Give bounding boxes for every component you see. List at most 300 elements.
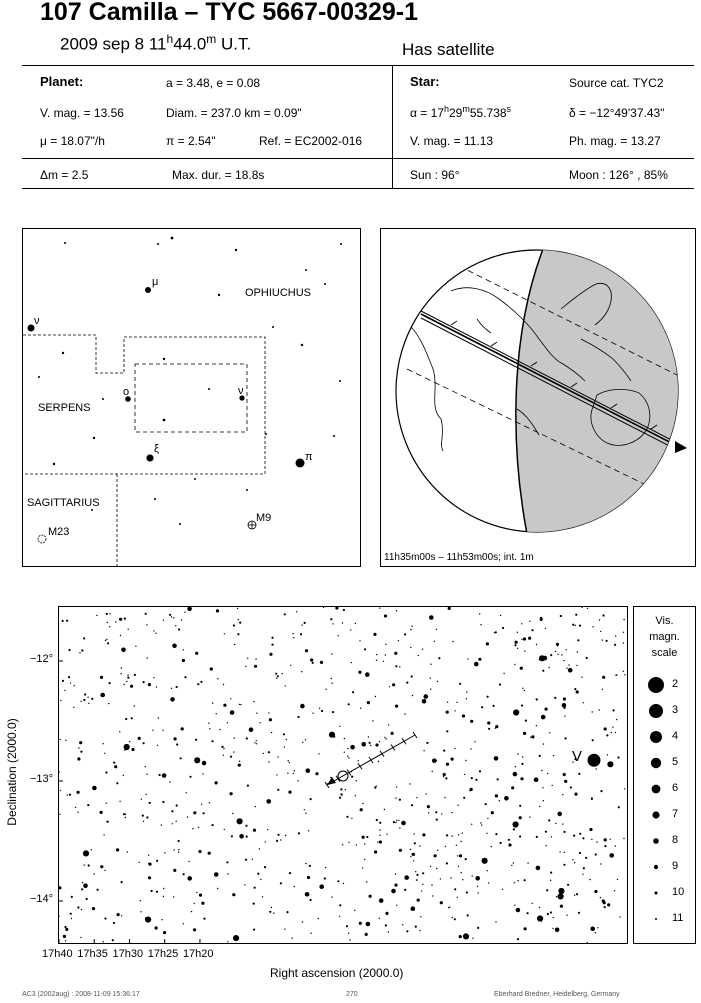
background-star: [212, 702, 213, 703]
background-star: [404, 875, 409, 880]
background-star: [176, 821, 177, 822]
background-star: [146, 624, 147, 625]
background-star: [417, 899, 420, 902]
background-star: [517, 648, 518, 649]
background-star: [125, 814, 126, 815]
legend-mag-label: 11: [672, 912, 684, 924]
background-star: [290, 665, 291, 666]
background-star: [519, 805, 521, 807]
m9-symbol: [248, 521, 256, 529]
x-tick-label: 17h30: [112, 948, 144, 960]
legend-dot: [650, 731, 662, 743]
background-star: [271, 907, 272, 908]
background-star: [391, 889, 396, 894]
background-star: [171, 688, 172, 689]
planet-diameter: Diam. = 237.0 km = 0.09": [166, 106, 302, 120]
background-star: [107, 821, 109, 823]
background-star: [457, 855, 458, 856]
background-star: [441, 813, 442, 814]
background-star: [356, 844, 357, 845]
background-star: [193, 811, 196, 814]
globe-caption: 11h35m00s – 11h53m00s; int. 1m: [384, 552, 534, 563]
background-star: [59, 772, 60, 773]
background-star: [412, 853, 415, 856]
background-star: [254, 665, 257, 668]
background-star: [276, 678, 277, 679]
background-star: [188, 861, 189, 862]
background-star: [124, 744, 130, 750]
background-star: [224, 633, 225, 634]
background-star: [67, 794, 68, 795]
x-tick-label: 17h40: [42, 948, 73, 960]
label-m9: M9: [256, 512, 272, 524]
table-divider: [392, 65, 393, 188]
background-star: [284, 746, 285, 747]
background-star: [522, 756, 523, 757]
background-star: [141, 799, 142, 800]
background-star: [549, 732, 550, 733]
background-star: [415, 871, 416, 872]
background-star: [163, 896, 164, 897]
background-star: [410, 849, 411, 850]
x-tick-label: 17h20: [182, 948, 214, 960]
background-star: [602, 639, 603, 640]
background-star: [183, 649, 184, 650]
background-star: [224, 829, 225, 830]
background-star: [557, 645, 558, 646]
background-star: [386, 834, 387, 835]
background-star: [81, 888, 83, 890]
background-star: [92, 907, 95, 910]
background-star: [147, 657, 148, 658]
background-star: [259, 848, 260, 849]
background-star: [521, 704, 523, 706]
background-star: [517, 938, 519, 940]
table-bottom-rule: [22, 188, 694, 189]
background-star: [106, 803, 107, 804]
background-star: [104, 753, 105, 754]
background-star: [438, 657, 440, 659]
background-star: [59, 739, 60, 740]
background-star: [410, 647, 411, 648]
background-star: [396, 820, 397, 821]
planet-reference: Ref. = EC2002-016: [259, 134, 363, 148]
background-star: [88, 864, 90, 866]
background-star: [246, 737, 248, 739]
globe-panel: [380, 228, 696, 567]
background-star: [338, 635, 339, 636]
background-star: [485, 803, 487, 805]
legend-dot: [652, 811, 659, 818]
background-star: [94, 873, 95, 874]
background-star: [104, 917, 106, 919]
background-star: [612, 727, 613, 728]
background-star: [539, 659, 540, 660]
background-star: [471, 777, 473, 779]
background-star: [163, 620, 164, 621]
background-star: [513, 709, 519, 715]
background-star: [516, 908, 521, 913]
background-star: [203, 812, 204, 813]
background-star: [568, 664, 569, 665]
background-star: [330, 618, 332, 620]
background-star: [280, 839, 281, 840]
background-star: [121, 915, 122, 916]
background-star: [60, 790, 61, 791]
background-star: [64, 926, 66, 928]
background-star: [298, 832, 300, 834]
background-star: [481, 824, 482, 825]
background-star: [80, 751, 82, 753]
background-star: [219, 729, 220, 730]
sun-elongation: Sun : 96°: [410, 168, 460, 182]
background-star: [302, 921, 303, 922]
background-star: [440, 901, 443, 904]
target-star: [588, 754, 601, 767]
background-star: [583, 702, 584, 703]
background-star: [546, 889, 548, 891]
background-star: [466, 692, 467, 693]
background-star: [75, 807, 76, 808]
background-star: [464, 774, 465, 775]
background-star: [245, 859, 247, 861]
background-star: [209, 728, 210, 729]
background-star: [377, 842, 378, 843]
background-star: [514, 905, 515, 906]
background-star: [108, 703, 109, 704]
background-star: [186, 792, 187, 793]
background-star: [542, 670, 544, 672]
background-star: [347, 756, 348, 757]
legend-mag-label: 4: [672, 730, 679, 742]
background-star: [511, 865, 512, 866]
background-star: [540, 617, 542, 619]
background-star: [564, 716, 565, 717]
background-star: [123, 684, 124, 685]
label-m23: M23: [48, 526, 70, 538]
background-star: [231, 835, 233, 837]
background-star: [471, 824, 472, 825]
legend-dots: [634, 607, 695, 943]
background-star: [620, 916, 621, 917]
background-star: [609, 853, 614, 858]
background-star: [462, 879, 463, 880]
background-star: [238, 619, 239, 620]
background-star: [599, 619, 600, 620]
background-star: [444, 797, 445, 798]
background-star: [519, 816, 522, 819]
background-star: [332, 623, 333, 624]
background-star: [269, 911, 271, 913]
background-star: [555, 651, 556, 652]
background-star: [296, 611, 297, 612]
background-star: [287, 773, 288, 774]
background-star: [196, 892, 197, 893]
background-star: [247, 785, 249, 787]
background-star: [419, 845, 420, 846]
background-star: [406, 682, 408, 684]
background-star: [530, 737, 531, 738]
background-star: [121, 667, 122, 668]
y-tick-label: −12°: [30, 653, 54, 665]
background-star: [271, 637, 273, 639]
magnitude-legend: [633, 606, 696, 944]
background-star: [145, 917, 151, 923]
background-star: [424, 694, 429, 699]
background-star: [325, 689, 326, 690]
background-star: [559, 851, 560, 852]
background-star: [596, 841, 597, 842]
background-star: [524, 690, 525, 691]
background-star: [292, 937, 293, 938]
background-star: [557, 654, 558, 655]
background-star: [576, 665, 577, 666]
background-star: [500, 615, 501, 616]
background-star: [418, 655, 419, 656]
background-star: [230, 698, 231, 699]
background-star: [333, 736, 335, 738]
background-star: [116, 848, 119, 851]
background-star: [607, 761, 613, 767]
background-star: [344, 738, 345, 739]
background-star: [451, 758, 454, 761]
label-star-omicron: o: [123, 386, 130, 398]
background-star: [66, 620, 68, 622]
background-star: [217, 888, 218, 889]
background-star: [384, 809, 385, 810]
finder-chart: [22, 228, 361, 567]
background-star: [140, 900, 141, 901]
table-mid-rule: [22, 158, 694, 159]
background-star: [487, 721, 490, 724]
background-star: [557, 812, 562, 817]
background-star: [487, 870, 488, 871]
footer-page: 270: [346, 991, 358, 998]
background-star: [445, 777, 447, 779]
background-star: [613, 709, 615, 711]
background-star: [156, 891, 158, 893]
background-star: [304, 622, 306, 624]
background-star: [83, 637, 85, 639]
background-star: [399, 799, 401, 801]
background-star: [183, 873, 185, 875]
background-star: [82, 882, 83, 883]
background-star: [109, 682, 111, 684]
background-star: [71, 896, 73, 898]
background-star: [81, 909, 82, 910]
background-star: [513, 772, 518, 777]
background-star: [611, 762, 612, 763]
background-star: [300, 633, 302, 635]
background-star: [582, 874, 583, 875]
background-star: [305, 863, 306, 864]
background-star: [360, 808, 363, 811]
background-star: [68, 676, 70, 678]
background-star: [466, 698, 467, 699]
background-star: [169, 614, 171, 616]
background-star: [300, 704, 305, 709]
background-star: [162, 773, 167, 778]
background-star: [437, 850, 438, 851]
background-star: [539, 806, 540, 807]
background-star: [486, 642, 489, 645]
background-star: [446, 763, 449, 766]
background-star: [558, 893, 564, 899]
background-star: [587, 608, 588, 609]
background-star: [443, 773, 446, 776]
star-header: Star:: [410, 74, 440, 89]
background-star: [460, 872, 461, 873]
background-star: [88, 703, 89, 704]
globe-svg: [381, 229, 695, 566]
background-star: [175, 625, 176, 626]
background-star: [253, 903, 255, 905]
background-star: [321, 710, 323, 712]
background-star: [567, 884, 569, 886]
background-star: [448, 907, 449, 908]
background-star: [305, 649, 308, 652]
background-star: [84, 864, 85, 865]
background-star: [170, 697, 175, 702]
background-star: [348, 757, 349, 758]
background-star: [346, 816, 348, 818]
background-star: [364, 859, 365, 860]
background-star: [130, 685, 133, 688]
background-star: [100, 811, 103, 814]
background-star: [107, 642, 109, 644]
background-star: [436, 819, 438, 821]
legend-mag-label: 10: [672, 886, 685, 898]
background-star: [342, 844, 343, 845]
background-star: [451, 812, 452, 813]
background-star: [330, 777, 331, 778]
background-star: [547, 913, 549, 915]
background-star: [332, 711, 334, 713]
background-star: [187, 607, 192, 611]
background-star: [282, 673, 283, 674]
background-star: [127, 851, 128, 852]
background-star: [374, 850, 377, 853]
background-star: [399, 666, 400, 667]
background-star: [553, 755, 554, 756]
background-star: [340, 788, 342, 790]
background-star: [521, 623, 522, 624]
background-star: [293, 637, 294, 638]
background-star: [193, 928, 196, 931]
star-ra: $\alpha = 17^h29^m55.738^s$: [410, 104, 512, 120]
background-star: [361, 742, 366, 747]
background-star: [359, 922, 362, 925]
background-star: [551, 836, 552, 837]
background-star: [401, 821, 406, 826]
star-vmag: V. mag. = 11.13: [410, 134, 494, 148]
background-star: [595, 932, 596, 933]
background-star: [70, 682, 71, 683]
background-star: [335, 607, 338, 610]
background-star: [404, 889, 406, 891]
background-star: [536, 644, 537, 645]
background-star: [139, 862, 140, 863]
background-star: [233, 624, 235, 626]
background-star: [384, 737, 385, 738]
background-star: [426, 742, 428, 744]
background-star: [347, 748, 348, 749]
background-star: [462, 832, 463, 833]
background-star: [351, 818, 352, 819]
background-star: [502, 889, 503, 890]
background-star: [156, 686, 157, 687]
background-star: [446, 730, 448, 732]
background-star: [339, 904, 341, 906]
background-star: [284, 613, 286, 615]
background-star: [199, 894, 202, 897]
background-star: [269, 653, 272, 656]
background-star: [617, 756, 619, 758]
background-star: [543, 800, 544, 801]
background-star: [277, 756, 278, 757]
background-star: [305, 892, 310, 897]
background-star: [348, 933, 349, 934]
background-star: [162, 801, 164, 803]
y-tick-label: −13°: [30, 773, 54, 785]
background-star: [174, 737, 177, 740]
background-star: [385, 912, 388, 915]
background-star: [570, 786, 572, 788]
background-star: [623, 642, 624, 643]
background-star: [561, 654, 562, 655]
background-star: [292, 633, 293, 634]
background-star: [286, 739, 287, 740]
y-axis-label: Declination (2000.0): [5, 718, 19, 826]
background-star: [194, 903, 195, 904]
background-star: [536, 698, 538, 700]
background-star: [517, 632, 518, 633]
background-star: [524, 650, 525, 651]
background-star: [181, 727, 184, 730]
background-star: [563, 660, 564, 661]
background-star: [508, 843, 511, 846]
background-star: [358, 760, 359, 761]
background-star: [389, 686, 390, 687]
background-star: [615, 845, 616, 846]
background-star: [463, 933, 469, 939]
background-star: [350, 629, 351, 630]
background-star: [416, 874, 418, 876]
background-star: [604, 845, 606, 847]
background-star: [127, 677, 129, 679]
background-star: [100, 693, 105, 698]
background-star: [254, 742, 255, 743]
background-star: [532, 903, 533, 904]
background-star: [339, 916, 340, 917]
legend-title-3: scale: [651, 647, 678, 659]
background-star: [606, 734, 608, 736]
background-star: [174, 849, 175, 850]
background-stars: [59, 607, 626, 943]
background-star: [307, 876, 310, 879]
path-tick: [358, 763, 362, 769]
background-star: [467, 658, 468, 659]
background-star: [178, 851, 179, 852]
background-star: [404, 713, 405, 714]
background-star: [315, 772, 318, 775]
background-star: [233, 751, 234, 752]
background-star: [264, 866, 266, 868]
background-star: [398, 820, 399, 821]
background-star: [103, 941, 104, 942]
legend-dot: [649, 704, 663, 718]
legend-mag-label: 7: [672, 808, 679, 820]
